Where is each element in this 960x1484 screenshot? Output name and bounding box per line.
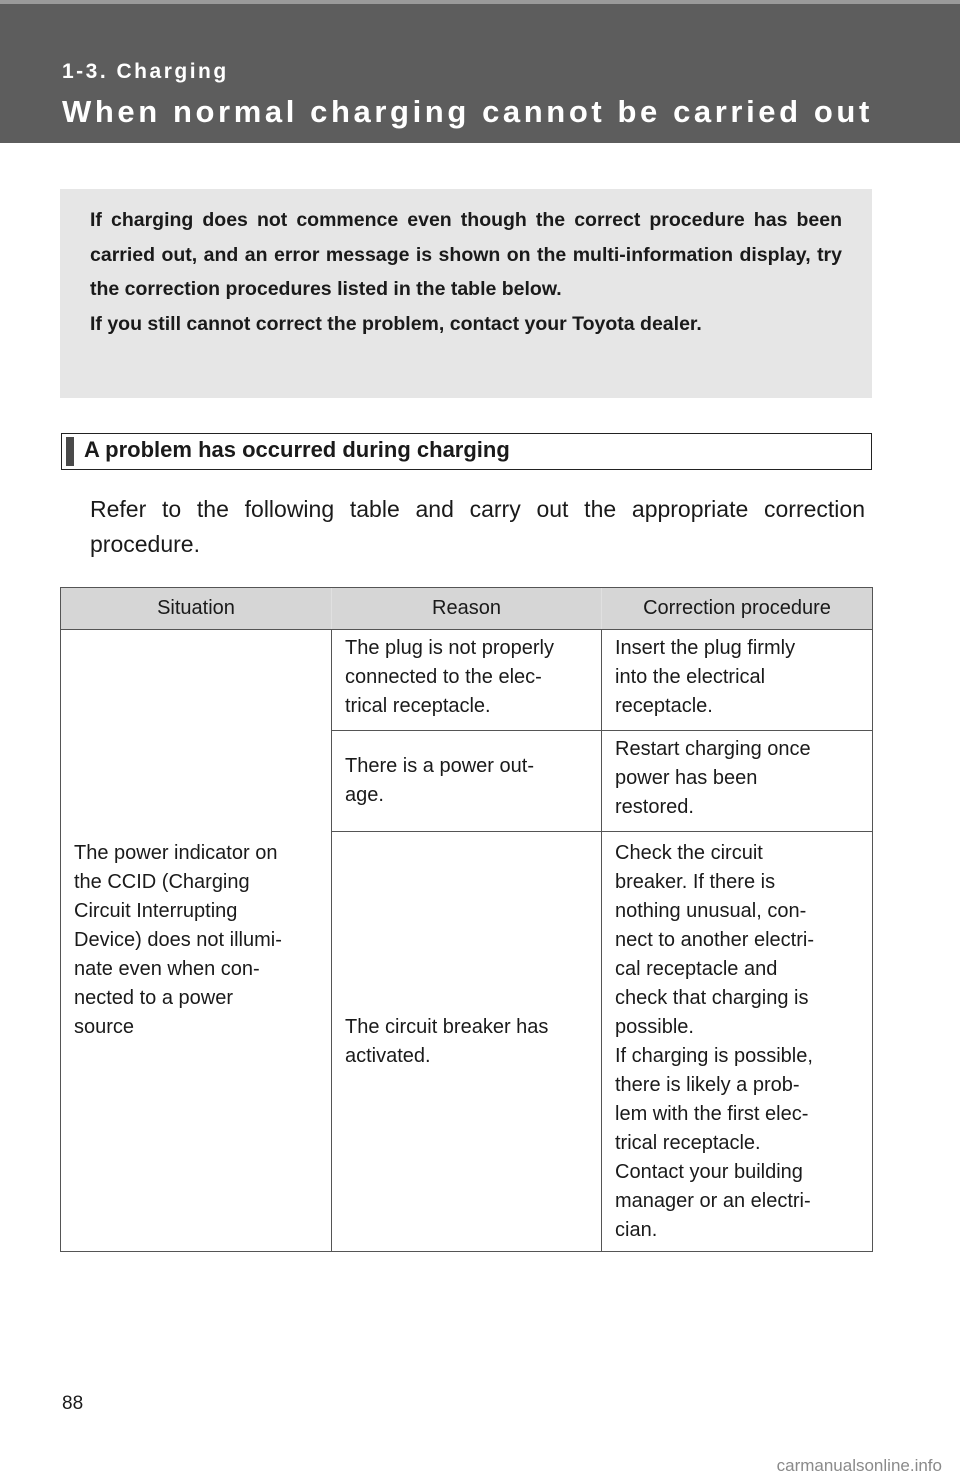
reason-text: The plug is not properly connected to the elec- trical receptacle. — [345, 637, 555, 717]
body-paragraph: Refer to the following table and carry out the appropriate correction procedure. — [90, 496, 865, 557]
situation-cell — [61, 630, 332, 1252]
page-number: 88 — [62, 1393, 84, 1414]
reason-text: The circuit breaker has activated. — [345, 1015, 549, 1067]
subheading: A problem has occurred during charging — [84, 437, 510, 462]
correction-text: Insert the plug firmly into the electrical receptacle. — [615, 637, 796, 717]
troubleshooting-table — [60, 587, 873, 1252]
reason-text: There is a power out- age. — [345, 755, 534, 806]
column-header-correction: Correction procedure — [602, 588, 873, 630]
reason-cell — [332, 630, 602, 731]
correction-cell — [602, 630, 873, 731]
intro-box — [60, 189, 872, 398]
watermark: carmanualsonline.info — [776, 1456, 942, 1475]
column-header-situation: Situation — [61, 588, 332, 630]
section-number: 1-3. Charging — [62, 60, 229, 83]
subheading-marker — [66, 437, 74, 466]
situation-text: The power indicator on the CCID (Charging Circuit Interrupting Device) does not illumi- nate even when con- nected to a power source — [74, 842, 282, 1038]
page-title: When normal charging cannot be carried out — [62, 94, 873, 129]
table-row — [61, 630, 873, 731]
reason-cell — [332, 832, 602, 1252]
reason-cell — [332, 731, 602, 832]
page-header — [0, 0, 960, 143]
correction-cell — [602, 731, 873, 832]
subheading-box — [61, 433, 872, 470]
column-header-reason: Reason — [332, 588, 602, 630]
header-top-strip — [0, 0, 960, 4]
table-header-row — [61, 588, 873, 630]
intro-paragraph: If charging does not commence even though the correct procedure has been carried out, and an error message is shown on the multi-information display, try the correction procedures listed in the table below. — [90, 209, 842, 300]
correction-text: Restart charging once power has been restored. — [615, 738, 811, 818]
correction-cell — [602, 832, 873, 1252]
correction-text: Check the circuit breaker. If there is nothing unusual, con- nect to another electri- cal receptacle and check that charging is possible. If charging is possible, there is likely a prob- lem with the first elec- trical receptacle. Contact your building manager or an electri- cian. — [615, 841, 814, 1241]
intro-contact-note: If you still cannot correct the problem, contact your Toyota dealer. — [90, 312, 702, 335]
